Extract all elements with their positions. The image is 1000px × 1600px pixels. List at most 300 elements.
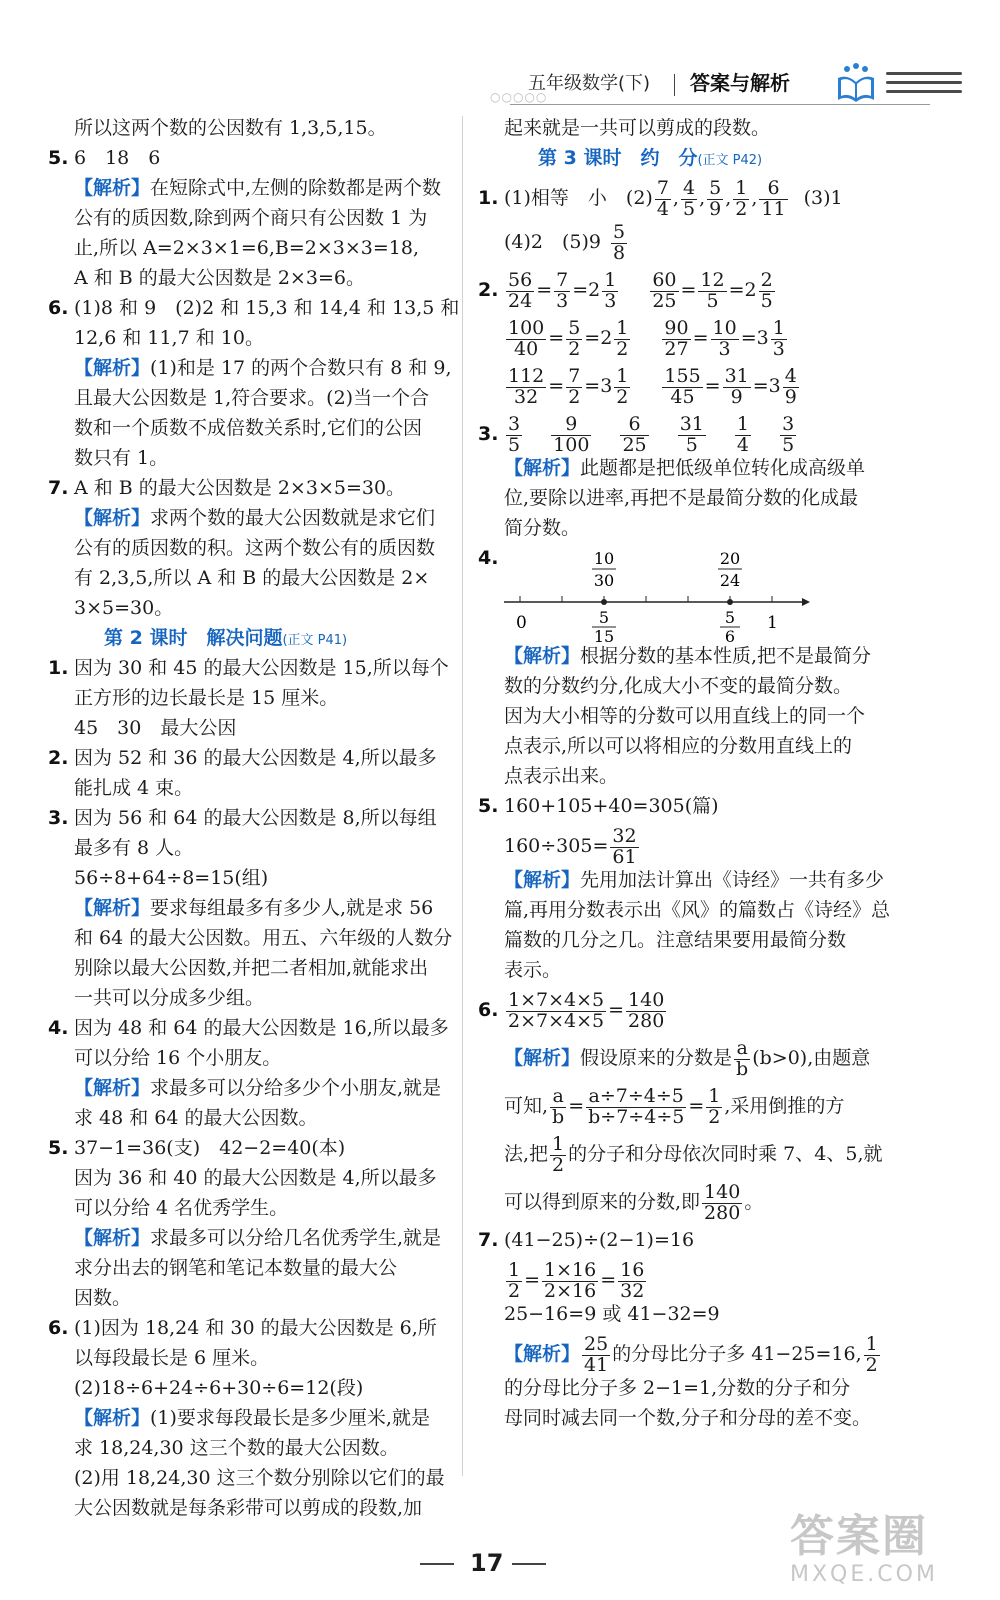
- fraction: [706, 1084, 722, 1128]
- text-line: 12,6 和 11,7 和 10。: [74, 327, 264, 349]
- numerator: 6: [759, 179, 787, 200]
- open-book-logo-icon: [835, 62, 877, 106]
- header-divider: [674, 74, 675, 96]
- analysis-line: [478, 868, 888, 898]
- answer-text: 因为 56 和 64 的最大公因数是 8,所以每组: [74, 807, 437, 829]
- fraction: [678, 412, 706, 456]
- denominator: b: [552, 1105, 565, 1128]
- numerator: 3: [782, 412, 795, 435]
- question-number: 6.: [48, 297, 69, 319]
- analysis-tag: 【解析】: [74, 1407, 151, 1429]
- text-line: 可以分给 16 个小朋友。: [74, 1047, 282, 1069]
- text-line: 数和一个质数不成倍数关系时,它们的公因: [74, 417, 423, 439]
- answer-text: (4)2 (5)9: [504, 231, 602, 253]
- text-line: 点表示出来。: [504, 765, 619, 787]
- numerator: 155: [664, 364, 701, 387]
- text-line: (2)18÷6+24÷6+30÷6=12(段): [74, 1377, 364, 1399]
- fraction: [602, 268, 618, 312]
- analysis-text: (1)要求每段最长是多少厘米,就是: [150, 1407, 430, 1429]
- denominator: 280: [628, 1009, 665, 1032]
- numerator: 32: [612, 824, 637, 847]
- text-line: 能扎成 4 束。: [74, 777, 194, 799]
- fraction: [732, 1036, 752, 1080]
- text-line: [478, 220, 888, 264]
- analysis-tag: 【解析】: [504, 457, 581, 479]
- answer-1: [478, 176, 888, 220]
- answer-text: (3)1: [803, 187, 843, 209]
- numerator: 3: [508, 412, 521, 435]
- text-line: 求 18,24,30 这三个数的最大公因数。: [74, 1437, 399, 1459]
- column-divider: [462, 116, 463, 1476]
- below-den: 6: [724, 627, 736, 644]
- fraction: [698, 268, 726, 312]
- text-line: 表示。: [504, 959, 562, 981]
- question-number: 3.: [48, 807, 69, 829]
- analysis-tag: 【解析】: [74, 1077, 151, 1099]
- fraction: [624, 988, 668, 1032]
- fraction: [735, 412, 751, 456]
- fraction: [662, 364, 702, 408]
- answer-6: 6. $\frac{1\times 7\times 4\times 5}{2\times 7\times 4\times 5}$ = $\frac{140}{280}$: [478, 988, 888, 1032]
- denominator: 5: [682, 197, 696, 220]
- numerator: 1: [736, 412, 750, 435]
- text-line: [478, 1132, 888, 1176]
- analysis-text: 可知,: [504, 1095, 549, 1117]
- fraction: [554, 268, 570, 312]
- fraction: [655, 176, 671, 220]
- numerator: 56: [508, 268, 533, 291]
- fraction: [862, 1332, 882, 1376]
- text-line: 止,所以 A=2×3×1=6,B=2×3×3=18,: [74, 237, 419, 259]
- answer-7: [478, 1228, 888, 1258]
- equation-line: [478, 316, 888, 360]
- denominator: 100: [553, 433, 590, 456]
- numerator: 4: [682, 176, 696, 199]
- denominator: 2: [708, 1105, 721, 1128]
- text-line: 3×5=30。: [74, 597, 174, 619]
- above-num: 10: [593, 549, 615, 568]
- analysis-text: 法,把: [504, 1143, 549, 1165]
- fraction: [566, 316, 582, 360]
- denominator: 45: [670, 385, 695, 408]
- fraction: [864, 1332, 880, 1376]
- book-title: 五年级数学(下): [528, 73, 651, 94]
- analysis-tag: 【解析】: [504, 869, 581, 891]
- numerator: 7: [568, 364, 581, 387]
- numerator: 1×7×4×5: [508, 988, 605, 1011]
- denominator: 8: [613, 241, 626, 264]
- equation-row: $\frac{100}{40}$ = $\frac{5}{2}$ =2 $\frac{1}{2}$ $\frac{90}{27}$ = $\frac{10}{3}$ =3 $\frac{1}{3}$: [508, 316, 785, 360]
- question-number: 3.: [478, 423, 499, 445]
- numerator: 10: [712, 316, 737, 339]
- denominator: 2: [616, 337, 629, 360]
- denominator: 9: [784, 385, 797, 408]
- text-line: (2)用 18,24,30 这三个数分别除以它们的最: [74, 1467, 445, 1489]
- text-line: 公有的质因数,除到两个商只有公因数 1 为: [74, 207, 428, 229]
- fraction: [580, 1332, 612, 1376]
- text-line: 45 30 最大公因: [74, 717, 237, 739]
- analysis-line: [48, 1406, 453, 1436]
- denominator: 25: [652, 289, 677, 312]
- denominator: 61: [612, 845, 637, 868]
- above-den: 24: [719, 571, 741, 590]
- fraction: [702, 1180, 742, 1224]
- analysis-line: [48, 506, 453, 536]
- text-line: 所以这两个数的公因数有 1,3,5,15。: [74, 117, 387, 139]
- fraction: [783, 364, 799, 408]
- answer-5b: [48, 1136, 453, 1166]
- analysis-text: 要求每组最多有多少人,就是求 56: [150, 897, 434, 919]
- analysis-text: (1)和是 17 的两个合数只有 8 和 9,: [150, 357, 452, 379]
- answer-6: [48, 296, 460, 326]
- numerator: 2: [760, 268, 773, 291]
- answer-4: [478, 546, 888, 644]
- numerator: 5: [709, 176, 722, 199]
- analysis-tag: 【解析】: [504, 1047, 581, 1069]
- text-line: 因数。: [74, 1287, 132, 1309]
- analysis-line: [48, 896, 453, 926]
- analysis-text: 在短除式中,左侧的除数都是两个数: [150, 177, 442, 199]
- numerator: 90: [664, 316, 689, 339]
- denominator: 280: [704, 1201, 741, 1224]
- analysis-tag: 【解析】: [74, 507, 151, 529]
- fraction: [551, 412, 591, 456]
- denominator: 2: [508, 1279, 521, 1302]
- fraction: [759, 268, 775, 312]
- denominator: 32: [620, 1279, 645, 1302]
- fraction: [608, 824, 640, 868]
- left-column: [48, 116, 460, 1526]
- answer-1: [48, 656, 453, 686]
- text-line: 有 2,3,5,所以 A 和 B 的最大公因数是 2×: [74, 567, 430, 589]
- answer-2: [48, 746, 453, 776]
- text-line: 点表示,所以可以将相应的分数用直线上的: [504, 735, 853, 757]
- analysis-text: 此题都是把低级单位转化成高级单: [580, 457, 866, 479]
- fraction: [506, 268, 534, 312]
- analysis-text: (b>0),由题意: [752, 1047, 871, 1069]
- watermark: [790, 1508, 986, 1598]
- fraction: [566, 364, 582, 408]
- decorative-dots: ○○○○○: [490, 90, 548, 104]
- numerator: a: [734, 1039, 750, 1060]
- numerator: 1×16: [544, 1258, 597, 1281]
- fraction-list: $\frac{7}{4}$ , $\frac{4}{5}$ , $\frac{5}{9}$ , $\frac{1}{2}$ , $\frac{6}{11}$: [656, 176, 786, 220]
- text-line: A 和 B 的最大公因数是 2×3=6。: [74, 267, 365, 289]
- numerator: 1: [865, 1332, 878, 1355]
- below-num: 5: [598, 608, 610, 627]
- denominator: b: [736, 1057, 749, 1080]
- text-line: 简分数。: [504, 517, 581, 539]
- analysis-text: 的分子和分母依次同时乘 7、4、5,就: [568, 1143, 883, 1165]
- denominator: 3: [772, 337, 785, 360]
- lesson-heading: [48, 626, 453, 656]
- analysis-text: 根据分数的基本性质,把不是最简分: [580, 645, 872, 667]
- numerator: 12: [700, 268, 725, 291]
- denominator: 5: [760, 289, 773, 312]
- analysis-text: 求最多可以分给多少个小朋友,就是: [150, 1077, 442, 1099]
- denominator: 3: [556, 289, 569, 312]
- numerator: 5: [568, 316, 581, 339]
- fraction: [504, 1258, 524, 1302]
- numerator: 16: [620, 1258, 645, 1281]
- analysis-text: ,采用倒推的方: [724, 1095, 845, 1117]
- answer-text: 160÷305=: [504, 835, 609, 857]
- fraction: [506, 1258, 522, 1302]
- text-line: 位,要除以进率,再把不是最简分数的化成最: [504, 487, 859, 509]
- fraction: [759, 176, 787, 220]
- denominator: 2: [568, 337, 581, 360]
- answer-3: [48, 806, 453, 836]
- question-number: 5.: [48, 147, 69, 169]
- numerator: 100: [508, 316, 545, 339]
- numerator: a÷7÷4÷5: [586, 1087, 686, 1108]
- answer-text: (1)相等 小 (2): [504, 187, 653, 209]
- answer-text: (41−25)÷(2−1)=16: [504, 1229, 695, 1251]
- question-number: 4.: [478, 547, 499, 569]
- analysis-tag: 【解析】: [74, 177, 151, 199]
- answer-text: (1)8 和 9 (2)2 和 15,3 和 14,4 和 13,5 和: [74, 297, 460, 319]
- question-number: 4.: [48, 1017, 69, 1039]
- denominator: 40: [514, 337, 539, 360]
- numerator: 1: [772, 316, 785, 339]
- numerator: 1: [508, 1258, 521, 1281]
- answer-5: [478, 794, 888, 824]
- numerator: 1: [616, 364, 629, 387]
- numerator: 112: [508, 364, 545, 387]
- denominator: 5: [685, 433, 698, 456]
- denominator: 3: [604, 289, 617, 312]
- fraction-list: [504, 412, 798, 456]
- text-line: 可以分给 4 名优秀学生。: [74, 1197, 289, 1219]
- denominator: 4: [736, 433, 750, 456]
- answer-text: (1)因为 18,24 和 30 的最大公因数是 6,所: [74, 1317, 437, 1339]
- answer-3: [478, 412, 888, 456]
- numerator: 9: [551, 415, 591, 436]
- text-line: 求分出去的钢笔和笔记本数量的最大公: [74, 1257, 398, 1279]
- analysis-text: 。: [744, 1191, 764, 1213]
- answer-4: [48, 1016, 453, 1046]
- answer-text: 因为 52 和 36 的最大公因数是 4,所以最多: [74, 747, 437, 769]
- fraction: [618, 1258, 646, 1302]
- numerator: 1: [552, 1132, 565, 1155]
- below-num: 5: [724, 608, 736, 627]
- analysis-tag: 【解析】: [504, 1343, 581, 1365]
- right-column: [478, 116, 891, 1436]
- denominator: 2: [735, 197, 748, 220]
- axis-arrow-icon: [802, 598, 810, 606]
- analysis-line: [48, 1226, 453, 1256]
- question-number: 7.: [478, 1229, 499, 1251]
- answer-text: 6 18 6: [74, 147, 161, 169]
- answer-2: [478, 268, 888, 312]
- numerator: 6: [620, 415, 648, 436]
- numerator: 7: [656, 176, 669, 199]
- text-line: 公有的质因数的积。这两个数公有的质因数: [74, 537, 436, 559]
- denominator: 5: [782, 433, 795, 456]
- text-line: 一共可以分成多少组。: [74, 987, 265, 1009]
- analysis-line: [48, 356, 453, 386]
- denominator: 5: [706, 289, 719, 312]
- denominator: 5: [508, 433, 521, 456]
- analysis-tag: 【解析】: [74, 897, 151, 919]
- numerator: 1: [708, 1084, 721, 1107]
- text-line: 的分母比分子多 2−1=1,分数的分子和分: [504, 1377, 851, 1399]
- section-title: 答案与解析: [690, 71, 790, 95]
- denominator: 32: [514, 385, 539, 408]
- question-number: 7.: [48, 477, 69, 499]
- numerator: 140: [704, 1180, 741, 1203]
- answer-6b: [48, 1316, 453, 1346]
- analysis-tag: 【解析】: [74, 1227, 151, 1249]
- fraction: [548, 1132, 568, 1176]
- lesson-heading: [478, 146, 888, 176]
- text-line: 数的分数约分,化成大小不变的最简分数。: [504, 675, 853, 697]
- fraction: [771, 316, 787, 360]
- below-den: 15: [593, 627, 615, 644]
- text-line: 篇,再用分数表示出《风》的篇数占《诗经》总: [504, 899, 891, 921]
- answer-7: [48, 476, 453, 506]
- denominator: 2: [552, 1153, 565, 1176]
- header-underline: [510, 104, 930, 105]
- fraction: [723, 364, 751, 408]
- denominator: 2×16: [544, 1279, 597, 1302]
- numerator: 5: [613, 220, 626, 243]
- equation-line: [478, 824, 888, 868]
- point-one-third: [601, 599, 607, 605]
- answer-text: 因为 30 和 45 的最大公因数是 15,所以每个: [74, 657, 449, 679]
- answer-5: [48, 146, 453, 176]
- fraction: [626, 988, 666, 1032]
- analysis-line: [478, 1332, 888, 1376]
- fraction: [707, 176, 723, 220]
- text-line: [478, 1180, 888, 1224]
- numerator: 4: [784, 364, 797, 387]
- fraction: [614, 364, 630, 408]
- fraction: [610, 824, 638, 868]
- above-den: 30: [593, 571, 615, 590]
- label-zero: 0: [516, 613, 527, 633]
- numerator: 140: [628, 988, 665, 1011]
- fraction: [548, 1084, 568, 1128]
- page-number-dash: [420, 1563, 454, 1565]
- fraction: [611, 220, 627, 264]
- fraction: [681, 176, 697, 220]
- text-line: 篇数的几分之几。注意结果要用最简分数: [504, 929, 847, 951]
- numerator: 31: [724, 364, 749, 387]
- fraction: [582, 1332, 610, 1376]
- fraction: [609, 220, 629, 264]
- lesson-title: 第 2 课时 解决问题: [104, 627, 283, 649]
- numerator: 60: [652, 268, 677, 291]
- analysis-text: 可以得到原来的分数,即: [504, 1191, 701, 1213]
- fraction: [540, 1258, 600, 1302]
- analysis-line: [478, 1036, 888, 1080]
- denominator: 9: [709, 197, 722, 220]
- answer-text: 因为 48 和 64 的最大公因数是 16,所以最多: [74, 1017, 449, 1039]
- above-num: 20: [719, 549, 741, 568]
- fraction: [733, 176, 749, 220]
- page-number: 17: [470, 1549, 504, 1577]
- fraction: [550, 1132, 566, 1176]
- answer-text: 37−1=36(支) 42−2=40(本): [74, 1137, 346, 1159]
- equation-line: [478, 364, 888, 408]
- question-number: 5.: [478, 795, 499, 817]
- fraction: [542, 1258, 598, 1302]
- watermark-logo-text: 答案圈: [790, 1511, 928, 1562]
- text-line: 数只有 1。: [74, 447, 169, 469]
- analysis-tag: 【解析】: [504, 645, 581, 667]
- label-one: 1: [767, 613, 778, 633]
- analysis-text: 求两个数的最大公因数就是求它们: [150, 507, 436, 529]
- lesson-ref: (正文 P41): [282, 633, 348, 648]
- analysis-text: 先用加法计算出《诗经》一共有多少: [580, 869, 885, 891]
- fraction: [586, 1084, 686, 1128]
- fraction: [616, 1258, 648, 1302]
- question-number: 2.: [48, 747, 69, 769]
- numerator: 1: [616, 316, 629, 339]
- equation-row: $\frac{112}{32}$ = $\frac{7}{2}$ =3 $\frac{1}{2}$ $\frac{155}{45}$ = $\frac{31}{9}$ =3 $\frac{4}{9}$: [508, 364, 797, 408]
- denominator: 11: [761, 197, 786, 220]
- fraction: [620, 412, 648, 456]
- point-five-sixths: [727, 599, 733, 605]
- fraction: [711, 316, 739, 360]
- question-number: 1.: [48, 657, 69, 679]
- text-line: 大公因数就是每条彩带可以剪成的段数,加: [74, 1497, 423, 1519]
- fraction: [780, 412, 796, 456]
- analysis-tag: 【解析】: [74, 357, 151, 379]
- text-line: 25−16=9 或 41−32=9: [504, 1303, 720, 1325]
- analysis-text: 假设原来的分数是: [580, 1047, 733, 1069]
- denominator: 27: [664, 337, 689, 360]
- denominator: 4: [656, 197, 669, 220]
- fraction: [550, 1084, 566, 1128]
- text-line: 最多有 8 人。: [74, 837, 194, 859]
- analysis-line: [48, 176, 453, 206]
- text-line: 别除以最大公因数,并把二者相加,就能求出: [74, 957, 429, 979]
- fraction: [734, 1036, 750, 1080]
- answer-text: 160+105+40=305(篇): [504, 795, 719, 817]
- fraction: [506, 364, 546, 408]
- denominator: 2: [616, 385, 629, 408]
- denominator: 3: [718, 337, 731, 360]
- text-line: 以每段最长是 6 厘米。: [74, 1347, 270, 1369]
- text-line: 和 64 的最大公因数。用五、六年级的人数分: [74, 927, 453, 949]
- question-number: 2.: [478, 279, 499, 301]
- denominator: 24: [508, 289, 533, 312]
- fraction: [584, 1084, 688, 1128]
- fraction: [650, 268, 678, 312]
- equation-line: $\frac{1}{2}$ = $\frac{1\times 16}{2\times 16}$ = $\frac{16}{32}$: [478, 1258, 888, 1302]
- text-line: 且最大公因数是 1,符合要求。(2)当一个合: [74, 387, 430, 409]
- analysis-line: [478, 644, 888, 674]
- number-line-diagram: [502, 546, 812, 644]
- denominator: 25: [622, 433, 647, 456]
- watermark-url: MXQE.COM: [790, 1562, 938, 1588]
- analysis-text: 的分母比分子多 41−25=16,: [612, 1343, 862, 1365]
- denominator: 2×7×4×5: [508, 1009, 605, 1032]
- analysis-line: [48, 1076, 453, 1106]
- numerator: 7: [556, 268, 569, 291]
- lesson-ref: (正文 P42): [697, 153, 763, 168]
- text-line: 因为 36 和 40 的最大公因数是 4,所以最多: [74, 1167, 437, 1189]
- fraction: [704, 1084, 724, 1128]
- text-line: 正方形的边长最长是 15 厘米。: [74, 687, 339, 709]
- answer-text: A 和 B 的最大公因数是 2×3×5=30。: [74, 477, 406, 499]
- page-header: [490, 64, 970, 110]
- analysis-text: 求最多可以分给几名优秀学生,就是: [150, 1227, 442, 1249]
- page-number-dash: [512, 1563, 546, 1565]
- question-number: 1.: [478, 187, 499, 209]
